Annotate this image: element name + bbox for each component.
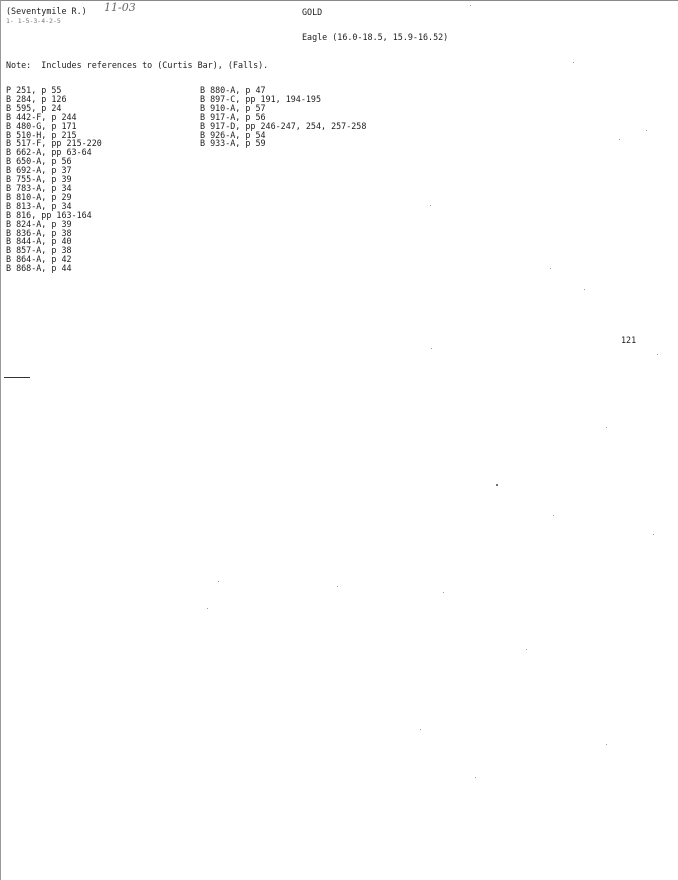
scan-speck [653, 534, 654, 535]
scan-speck [657, 354, 658, 355]
references-right-column [200, 86, 366, 148]
scan-speck [207, 608, 208, 609]
scan-speck [475, 777, 476, 778]
reference-entry: B 933-A, p 59 [200, 138, 266, 149]
reference-entry: B 783-A, p 34 [6, 182, 72, 193]
scan-speck [337, 586, 338, 587]
scan-speck [443, 592, 444, 593]
reference-entry: B 810-A, p 29 [6, 191, 72, 202]
scan-speck [431, 348, 432, 349]
reference-entry: B 897-C, pp 191, 194-195 [200, 93, 322, 104]
reference-entry: B 510-H, p 215 [6, 129, 77, 140]
reference-entry: B 813-A, p 34 [6, 200, 72, 211]
scan-speck [573, 62, 574, 63]
reference-entry: B 662-A, pp 63-64 [6, 147, 92, 158]
faint-number: 1- 1-5-3-4-2-5 [6, 17, 61, 25]
reference-entry: B 650-A, p 56 [6, 156, 72, 167]
note-text: Note: Includes references to (Curtis Bar), (Falls). [6, 60, 269, 70]
reference-entry: B 917-A, p 56 [200, 111, 266, 122]
reference-entry: B 480-G, p 171 [6, 120, 77, 131]
reference-entry: B 926-A, p 54 [200, 129, 266, 140]
reference-entry: B 910-A, p 57 [200, 102, 266, 113]
reference-entry: B 880-A, p 47 [200, 85, 266, 95]
page-number: 121 [621, 335, 637, 345]
reference-entry: B 864-A, p 42 [6, 254, 72, 265]
page-left-edge [0, 0, 1, 880]
reference-entry: B 868-A, p 44 [6, 263, 72, 274]
reference-entry: B 442-F, p 244 [6, 111, 77, 122]
reference-entry: B 517-F, pp 215-220 [6, 138, 102, 149]
reference-entry: P 251, p 55 [6, 85, 62, 95]
page-top-edge [0, 0, 678, 1]
scan-speck [550, 268, 551, 269]
area-heading: (Seventymile R.) [6, 6, 87, 16]
reference-entry: B 755-A, p 39 [6, 174, 72, 185]
reference-entry: B 917-D, pp 246-247, 254, 257-258 [200, 120, 367, 131]
reference-entry: B 816, pp 163-164 [6, 209, 92, 220]
reference-entry: B 836-A, p 38 [6, 227, 72, 238]
scan-speck [470, 5, 471, 6]
reference-entry: B 595, p 24 [6, 102, 62, 113]
reference-entry: B 844-A, p 40 [6, 236, 72, 247]
reference-entry: B 284, p 126 [6, 93, 67, 104]
scan-speck [584, 289, 585, 290]
commodity-heading: GOLD [302, 7, 323, 17]
handwritten-code: 11-03 [104, 1, 136, 14]
scan-speck [646, 130, 647, 131]
scan-speck [218, 581, 219, 582]
scan-speck [619, 139, 620, 140]
reference-entry: B 692-A, p 37 [6, 165, 72, 176]
references-left-column [6, 86, 102, 273]
scan-speck [553, 515, 554, 516]
scan-speck [606, 427, 607, 428]
scan-speck [606, 744, 607, 745]
scan-speck [496, 484, 498, 486]
section-divider [4, 377, 30, 378]
reference-entry: B 857-A, p 38 [6, 245, 72, 256]
reference-entry: B 824-A, p 39 [6, 218, 72, 229]
quadrangle-heading: Eagle (16.0-18.5, 15.9-16.52) [302, 32, 449, 42]
scan-speck [420, 729, 421, 730]
scan-speck [526, 649, 527, 650]
scan-speck [430, 205, 431, 206]
